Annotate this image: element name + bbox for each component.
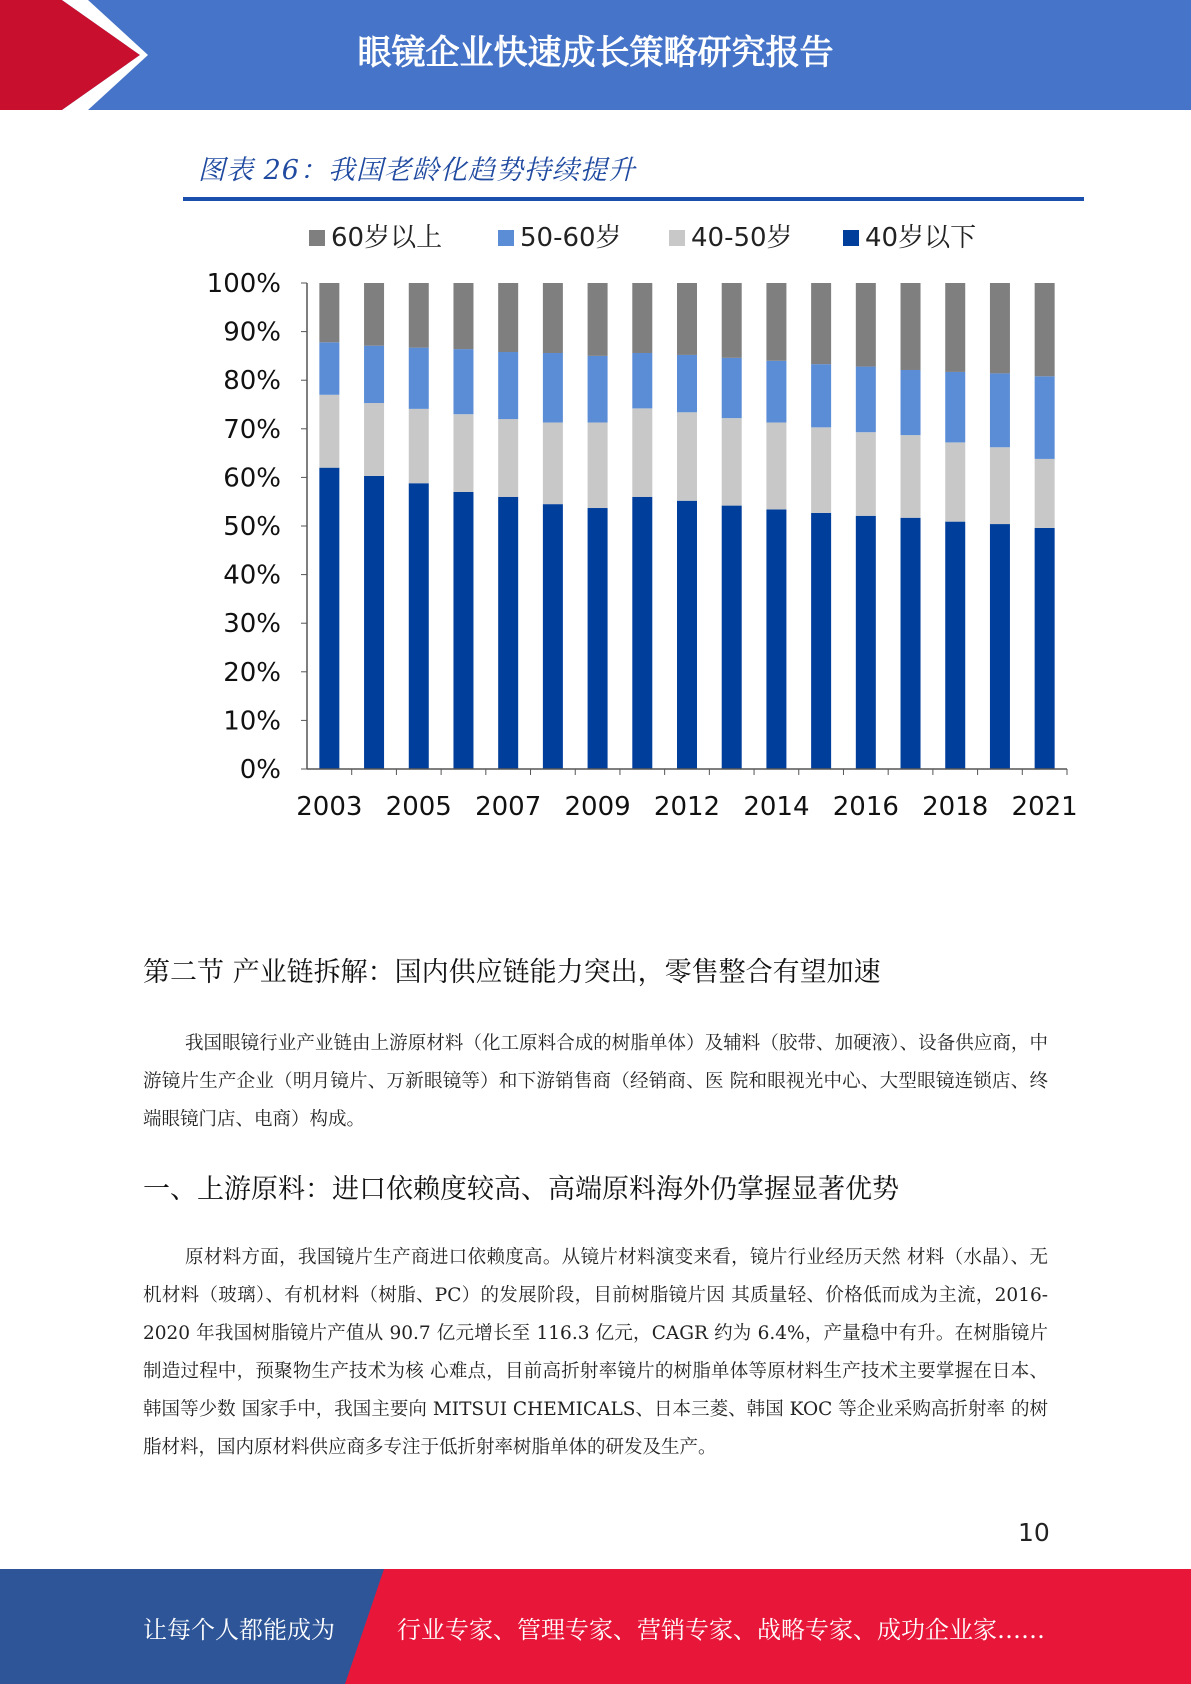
bar-2003-series-2 [319,342,339,394]
x-tick-label-2003: 2003 [296,792,363,822]
section-heading: 第二节 产业链拆解：国内供应链能力突出，零售整合有望加速 [143,957,881,988]
bar-2014-series-2 [766,361,786,423]
bar-2019-series-3 [990,283,1010,373]
figure-title: 图表 26：我国老龄化趋势持续提升 [198,155,636,186]
bar-2014-series-0 [766,509,786,769]
y-tick-label-3: 30% [223,609,281,640]
bar-2021-series-1 [1035,459,1055,528]
bar-2005-series-0 [409,483,429,769]
figure-title-rule [183,197,1084,201]
bar-2009-series-1 [588,422,608,508]
bar-2007-series-1 [498,419,518,497]
bar-2008-series-1 [543,422,563,504]
bar-2012-series-0 [677,501,697,769]
legend-label-3: 40岁以下 [865,223,977,253]
x-tick-label-2012: 2012 [653,792,721,822]
y-tick-label-0: 0% [239,755,281,785]
y-tick-label-7: 70% [223,414,281,445]
y-tick-label-10: 100% [206,269,281,299]
bar-2007-series-0 [498,497,518,769]
bar-2018-series-2 [945,372,965,442]
bar-2012-series-3 [677,283,697,355]
bar-2004-series-0 [364,476,384,769]
bar-2012-series-1 [677,412,697,500]
bar-2018-series-0 [945,522,965,769]
bar-2015-series-2 [811,364,831,427]
bar-2013-series-0 [722,506,742,769]
bar-2017-series-0 [901,518,921,769]
paragraph-industry-chain: 我国眼镜行业产业链由上游原材料（化工原料合成的树脂单体）及辅料（胶带、加硬液）、设备供应商，中游镜片生产企业（明月镜片、万新眼镜等）和下游销售商（经销商、医 院和眼视光中心、大型眼镜连锁店、终端眼镜门店、电商）构成。 [143,1033,1048,1130]
x-tick-label-2018: 2018 [922,792,989,822]
report-title: 眼镜企业快速成长策略研究报告 [357,33,834,73]
bar-2019-series-1 [990,447,1010,524]
bar-2004-series-1 [364,403,384,476]
bar-2017-series-2 [901,370,921,435]
bar-2003-series-1 [319,395,339,468]
bar-2015-series-0 [811,513,831,769]
bar-2008-series-0 [543,504,563,769]
bar-2013-series-2 [722,358,742,418]
legend-swatch-0 [309,230,325,246]
bar-2016-series-3 [856,283,876,367]
bar-2010-series-2 [632,353,652,408]
bar-2008-series-3 [543,283,563,353]
legend-label-0: 60岁以上 [331,223,443,253]
bar-2014-series-1 [766,422,786,509]
x-tick-label-2021: 2021 [1011,792,1078,822]
x-tick-label-2007: 2007 [475,792,542,822]
legend-label-1: 50-60岁 [520,223,622,253]
x-tick-label-2014: 2014 [743,792,810,822]
legend-label-2: 40-50岁 [691,223,793,253]
bar-2013-series-3 [722,283,742,358]
bar-2015-series-3 [811,283,831,364]
bar-2019-series-0 [990,524,1010,769]
bar-2007-series-3 [498,283,518,352]
legend-swatch-3 [843,230,859,246]
bar-2018-series-3 [945,283,965,372]
footer-slogan-left: 让每个人都能成为 [143,1616,335,1644]
bar-2010-series-1 [632,408,652,496]
legend-swatch-1 [498,230,514,246]
bar-2005-series-1 [409,409,429,483]
bar-2005-series-3 [409,283,429,348]
y-tick-label-9: 90% [223,317,281,348]
bar-2004-series-2 [364,346,384,403]
y-tick-label-5: 50% [223,512,281,542]
bar-2010-series-3 [632,283,652,353]
y-tick-label-6: 60% [223,463,281,494]
bar-2021-series-0 [1035,528,1055,769]
bar-2006-series-0 [453,492,473,769]
footer-slogan-right: 行业专家、管理专家、营销专家、战略专家、成功企业家…… [397,1616,1045,1644]
bar-2006-series-1 [453,414,473,492]
bar-2021-series-3 [1035,283,1055,376]
bar-2009-series-0 [588,508,608,769]
bar-2013-series-1 [722,418,742,505]
x-tick-label-2009: 2009 [564,792,631,822]
bar-2018-series-1 [945,442,965,521]
bar-2009-series-2 [588,356,608,423]
bar-2009-series-3 [588,283,608,356]
y-tick-label-2: 20% [223,657,281,688]
bar-2006-series-3 [453,283,473,349]
y-tick-label-1: 10% [223,706,281,737]
bar-2010-series-0 [632,497,652,769]
aging-trend-chart [183,210,1084,840]
bar-2012-series-2 [677,355,697,412]
bar-2019-series-2 [990,373,1010,447]
bar-2016-series-1 [856,432,876,516]
bar-2007-series-2 [498,352,518,419]
x-tick-label-2016: 2016 [832,792,899,822]
bar-2003-series-3 [319,283,339,342]
paragraph-raw-materials: 原材料方面，我国镜片生产商进口依赖度高。从镜片材料演变来看，镜片行业经历天然 材料（水晶）、无机材料（玻璃）、有机材料（树脂、PC）的发展阶段，目前树脂镜片因 其质量轻、价格低而成为主流，2016-2020 年我国树脂镜片产值从 90.7 亿元增长至 116.3 亿元，CAGR 约为 6.4%，产量稳中有升。在树脂镜片制造过程中，预聚物生产技术为核 心难点，目前高折射率镜片的树脂单体等原材料生产技术主要掌握在日本、韩国等少数 国家手中，我国主要向 MITSUI CHEMICALS、日本三菱、韩国 KOC 等企业采购高折射率 的树脂材料，国内原材料供应商多专注于低折射率树脂单体的研发及生产。 [143,1247,1048,1458]
bar-2004-series-3 [364,283,384,346]
bar-2015-series-1 [811,427,831,513]
bar-2021-series-2 [1035,376,1055,459]
bar-2006-series-2 [453,349,473,414]
subsection-heading: 一、上游原料：进口依赖度较高、高端原料海外仍掌握显著优势 [143,1174,899,1205]
x-tick-label-2005: 2005 [385,792,452,822]
legend-swatch-2 [669,230,685,246]
page-header [0,0,1191,110]
y-tick-label-8: 80% [223,366,281,397]
bar-2005-series-2 [409,348,429,409]
bar-2016-series-0 [856,516,876,769]
bar-2003-series-0 [319,468,339,769]
bar-2017-series-3 [901,283,921,370]
page-number: 10 [1018,1518,1050,1547]
bar-2008-series-2 [543,353,563,422]
bar-2017-series-1 [901,435,921,518]
bar-2016-series-2 [856,367,876,433]
y-tick-label-4: 40% [223,560,281,591]
bar-2014-series-3 [766,283,786,361]
